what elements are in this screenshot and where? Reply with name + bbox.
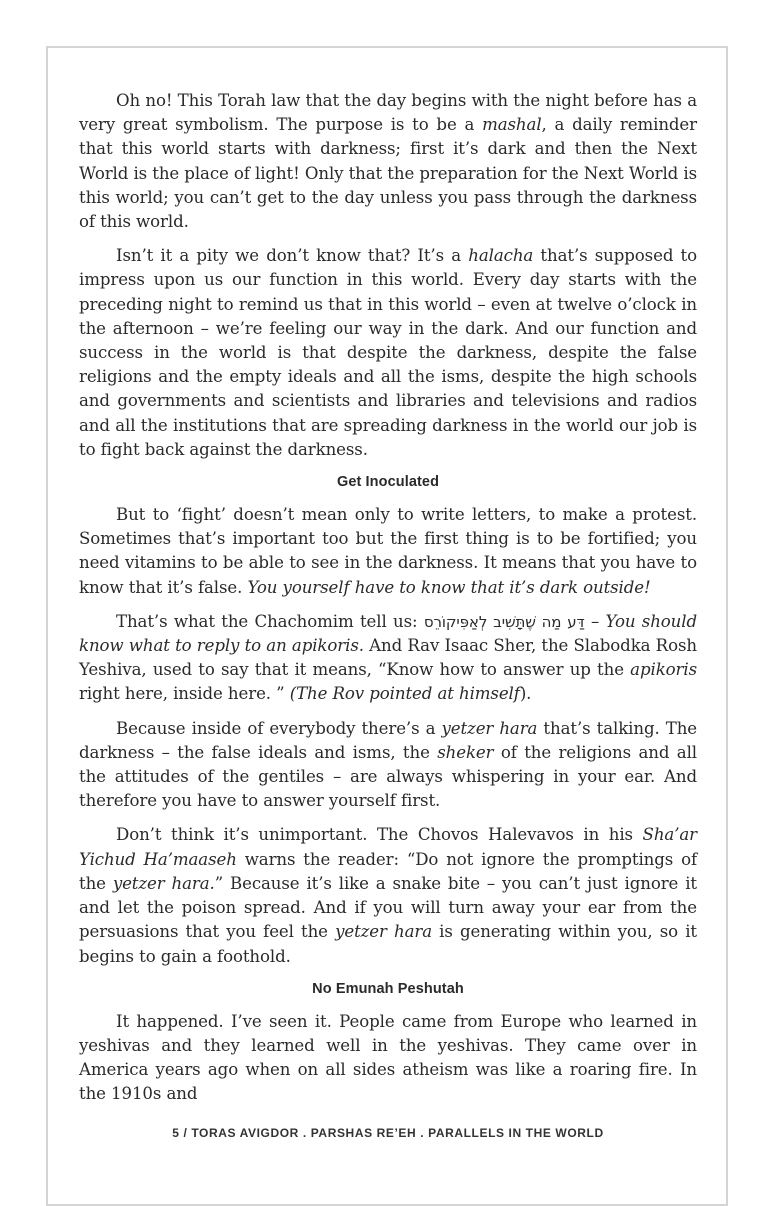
hebrew-quote: דַּע מַה שֶׁתָּשִׁיב לְאַפִּיקוֹרֵס [423, 612, 585, 631]
paragraph-2: Isn’t it a pity we don’t know that? It’s a halacha that’s supposed to impress upon us our function in this world. Every day starts with the preceding night to remind us that in this world – even at twelve o’clock in the afternoon – we’re feeling our way in the dark. And our function and success in the world is that despite the darkness, despite the false religions and the empty ideals and all the isms, despite the high schools and governments and scientists and libraries and televisions and radios and all the institutions that are spreading darkness in the world our job is to fight back against the darkness. [79, 246, 698, 459]
section-heading-get-inoculated: Get Inoculated [336, 474, 440, 491]
page-content [79, 89, 697, 1117]
page-footer: 5 / TORAS AVIGDOR . PARSHAS RE’EH . PARALLELS IN THE WORLD [172, 1126, 604, 1140]
paragraph-6: Don’t think it’s unimportant. The Chovos Halevavos in his Sha’ar Yichud Ha’maaseh warns the reader: “Do not ignore the promptings of the yetzer hara.” Because it’s like a snake bite – you can’t just ignore it and let the poison spread. And if you will turn away your ear from the persuasions that you feel the yetzer hara is generating within you, so it begins to gain a foothold. [79, 825, 697, 966]
section-heading-no-emunah-peshutah: No Emunah Peshutah [312, 980, 464, 997]
paragraph-3: But to ‘fight’ doesn’t mean only to write letters, to make a protest. Sometimes that’s important too but the first thing is to be fortified; you need vitamins to be able to see in the darkness. It means that you have to know that it’s false. You yourself have to know that it’s dark outside! [79, 505, 697, 597]
paragraph-4: That’s what the Chachomim tell us: דַּע מַה שֶׁתָּשִׁיב לְאַפִּיקוֹרֵס – You should know what to reply to an apikoris. And Rav Isaac Sher, the Slabodka Rosh Yeshiva, used to say that it means, “Know how to answer up the apikoris right here, inside here. ” (The Rov pointed at himself). [79, 611, 697, 704]
paragraph-5: Because inside of everybody there’s a yetzer hara that’s talking. The darkness – the false ideals and isms, the sheker of the religions and all the attitudes of the gentiles – are always whispering in your ear. And therefore you have to answer yourself first. [79, 718, 697, 811]
paragraph-1: Oh no! This Torah law that the day begins with the night before has a very great symbolism. The purpose is to be a mashal, a daily reminder that this world starts with darkness; first it’s dark and then the Next World is the place of light! Only that the preparation for the Next World is this world; you can’t get to the day unless you pass through the darkness of this world. [79, 91, 697, 232]
paragraph-7: It happened. I’ve seen it. People came from Europe who learned in yeshivas and they learned well in the yeshivas. They came over in America years ago when on all sides atheism was like a roaring fire. In the 1910s and [79, 1011, 697, 1104]
